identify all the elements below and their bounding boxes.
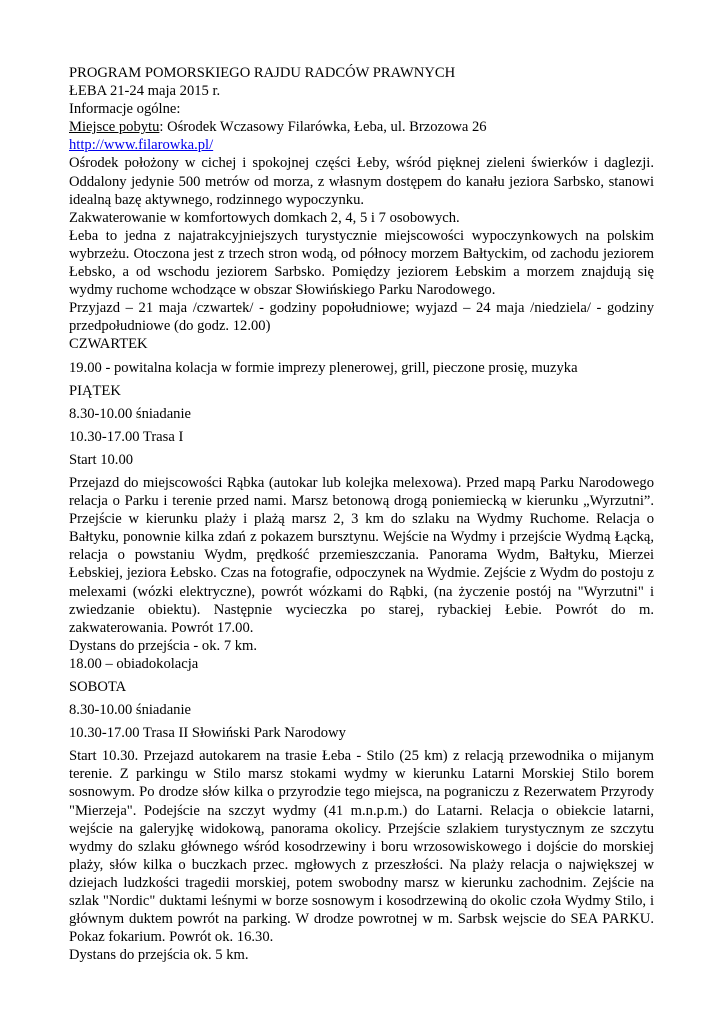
czwartek-item: 19.00 - powitalna kolacja w formie imprezy plenerowej, grill, pieczone prosię, muzyka <box>69 359 578 376</box>
piatek-dinner: 18.00 – obiadokolacja <box>69 655 199 672</box>
piatek-start: Start 10.00 <box>69 451 134 468</box>
piatek-distance: Dystans do przejścia - ok. 7 km. <box>69 637 258 654</box>
heading-sobota: SOBOTA <box>69 679 127 695</box>
document-title: PROGRAM POMORSKIEGO RAJDU RADCÓW PRAWNYCH <box>69 65 456 81</box>
sobota-breakfast: 8.30-10.00 śniadanie <box>69 702 191 719</box>
heading-piatek: PIĄTEK <box>69 382 121 399</box>
heading-czwartek: CZWARTEK <box>69 336 148 353</box>
info-heading: Informacje ogólne: <box>69 101 181 118</box>
paragraph-leba: Łeba to jedna z najatrakcyjniejszych turystycznie miejscowości wypoczynkowych na polskim wybrzeżu. Otoczona jest z trzech stron wodą, od północy morzem Bałtyckim, od zachodu jeziorem Łebsko, a od wschodu jeziorem Sarbsko. Pomiędzy jeziorem Łebskim a morzem znajdują się wydmy ruchome wchodzące w obszar Słowińskiego Parku Narodowego. <box>69 227 654 299</box>
location-value: : Ośrodek Wczasowy Filarówka, Łeba, ul. Brzozowa 26 <box>159 119 487 136</box>
sobota-route: 10.30-17.00 Trasa II Słowiński Park Narodowy <box>69 725 346 742</box>
paragraph-osrodek: Ośrodek położony w cichej i spokojnej części Łeby, wśród pięknej zieleni świerków i daglezji. Oddalony jedynie 500 metrów od morza, z własnym dostępem do kanału jeziora Sarbsko, stanowi idealną bazę aktywnego, rodzinnego wypoczynku. <box>69 155 654 208</box>
piatek-breakfast: 8.30-10.00 śniadanie <box>69 405 191 422</box>
location-label: Miejsce pobytu <box>69 119 160 136</box>
paragraph-przyjazd: Przyjazd – 21 maja /czwartek/ - godziny popołudniowe; wyjazd – 24 maja /niedziela/ - godziny przedpołudniowe (do godz. 12.00) <box>69 300 654 335</box>
piatek-description: Przejazd do miejscowości Rąbka (autokar lub kolejka melexowa). Przed mapą Parku Narodowego relacja o Parku i terenie przed nami. Marsz betonową drogą poniemiecką w kierunku „Wyrzutni”. Przejście w kierunku plaży i plażą marsz 2, 3 km do szlaku na Wydmy Ruchome. Relacja o Bałtyku, ponownie kilka zdań z pokazem bursztynu. Wejście na Wydmy i przejście Wydmą Łącką, relacja o powstaniu Wydm, prędkość przemieszczania. Panorama Wydm, Bałtyku, Mierzei Łebskiej, jeziora Łebsko. Czas na fotografie, odpoczynek na Wydmie. Zejście z Wydm do postoju z melexami (wózki elektryczne), powrót wózkami do Rąbki, (na życzenie postój na "Wyrzutni" i zwiedzanie obiektu). Następnie wycieczka po starej, rybackiej Łebie. Powrót do m. zakwaterowania. Powrót 17.00. <box>69 474 654 636</box>
website-link[interactable]: http://www.filarowka.pl/ <box>69 137 214 154</box>
event-dates: ŁEBA 21-24 maja 2015 r. <box>69 83 221 100</box>
location-line <box>69 118 654 136</box>
piatek-route: 10.30-17.00 Trasa I <box>69 428 184 445</box>
sobota-description: Start 10.30. Przejazd autokarem na trasie Łeba - Stilo (25 km) z relacją przewodnika o mijanym terenie. Z parkingu w Stilo marsz stokami wydmy w kierunku Latarni Morskiej Stilo borem sosnowym. Po drodze słów kilka o przyrodzie tego miejsca, na pograniczu z Rezerwatem Przyrody "Mierzeja". Podejście na szczyt wydmy (41 m.n.p.m.) do Latarni. Relacja o obiekcie latarni, wejście na galeryjkę widokową, panorama okolicy. Przejście szlakiem turystycznym ze szczytu wydmy do szlaku głównego wśród kosodrzewiny i boru wrzosowiskowego i dojście do morskiej plaży, słów kilka o buczkach przec. mgłowych z przeszłości. Na plaży relacja o największej w dziejach ludzkości tragedii morskiej, potem swobodny marsz w kierunku zachodnim. Zejście na szlak "Nordic" duktami leśnymi w borze sosnowym i kosodrzewiną do okolic czoła Wydmy Stilo, i głównym duktem powrót na parking. W drodze powrotnej w m. Sarbsk wejscie do SEA PARKU. Pokaz fokarium. Powrót ok. 16.30. <box>69 748 654 946</box>
sobota-distance: Dystans do przejścia ok. 5 km. <box>69 947 249 964</box>
paragraph-zakwaterowanie: Zakwaterowanie w komfortowych domkach 2, 4, 5 i 7 osobowych. <box>69 209 460 226</box>
